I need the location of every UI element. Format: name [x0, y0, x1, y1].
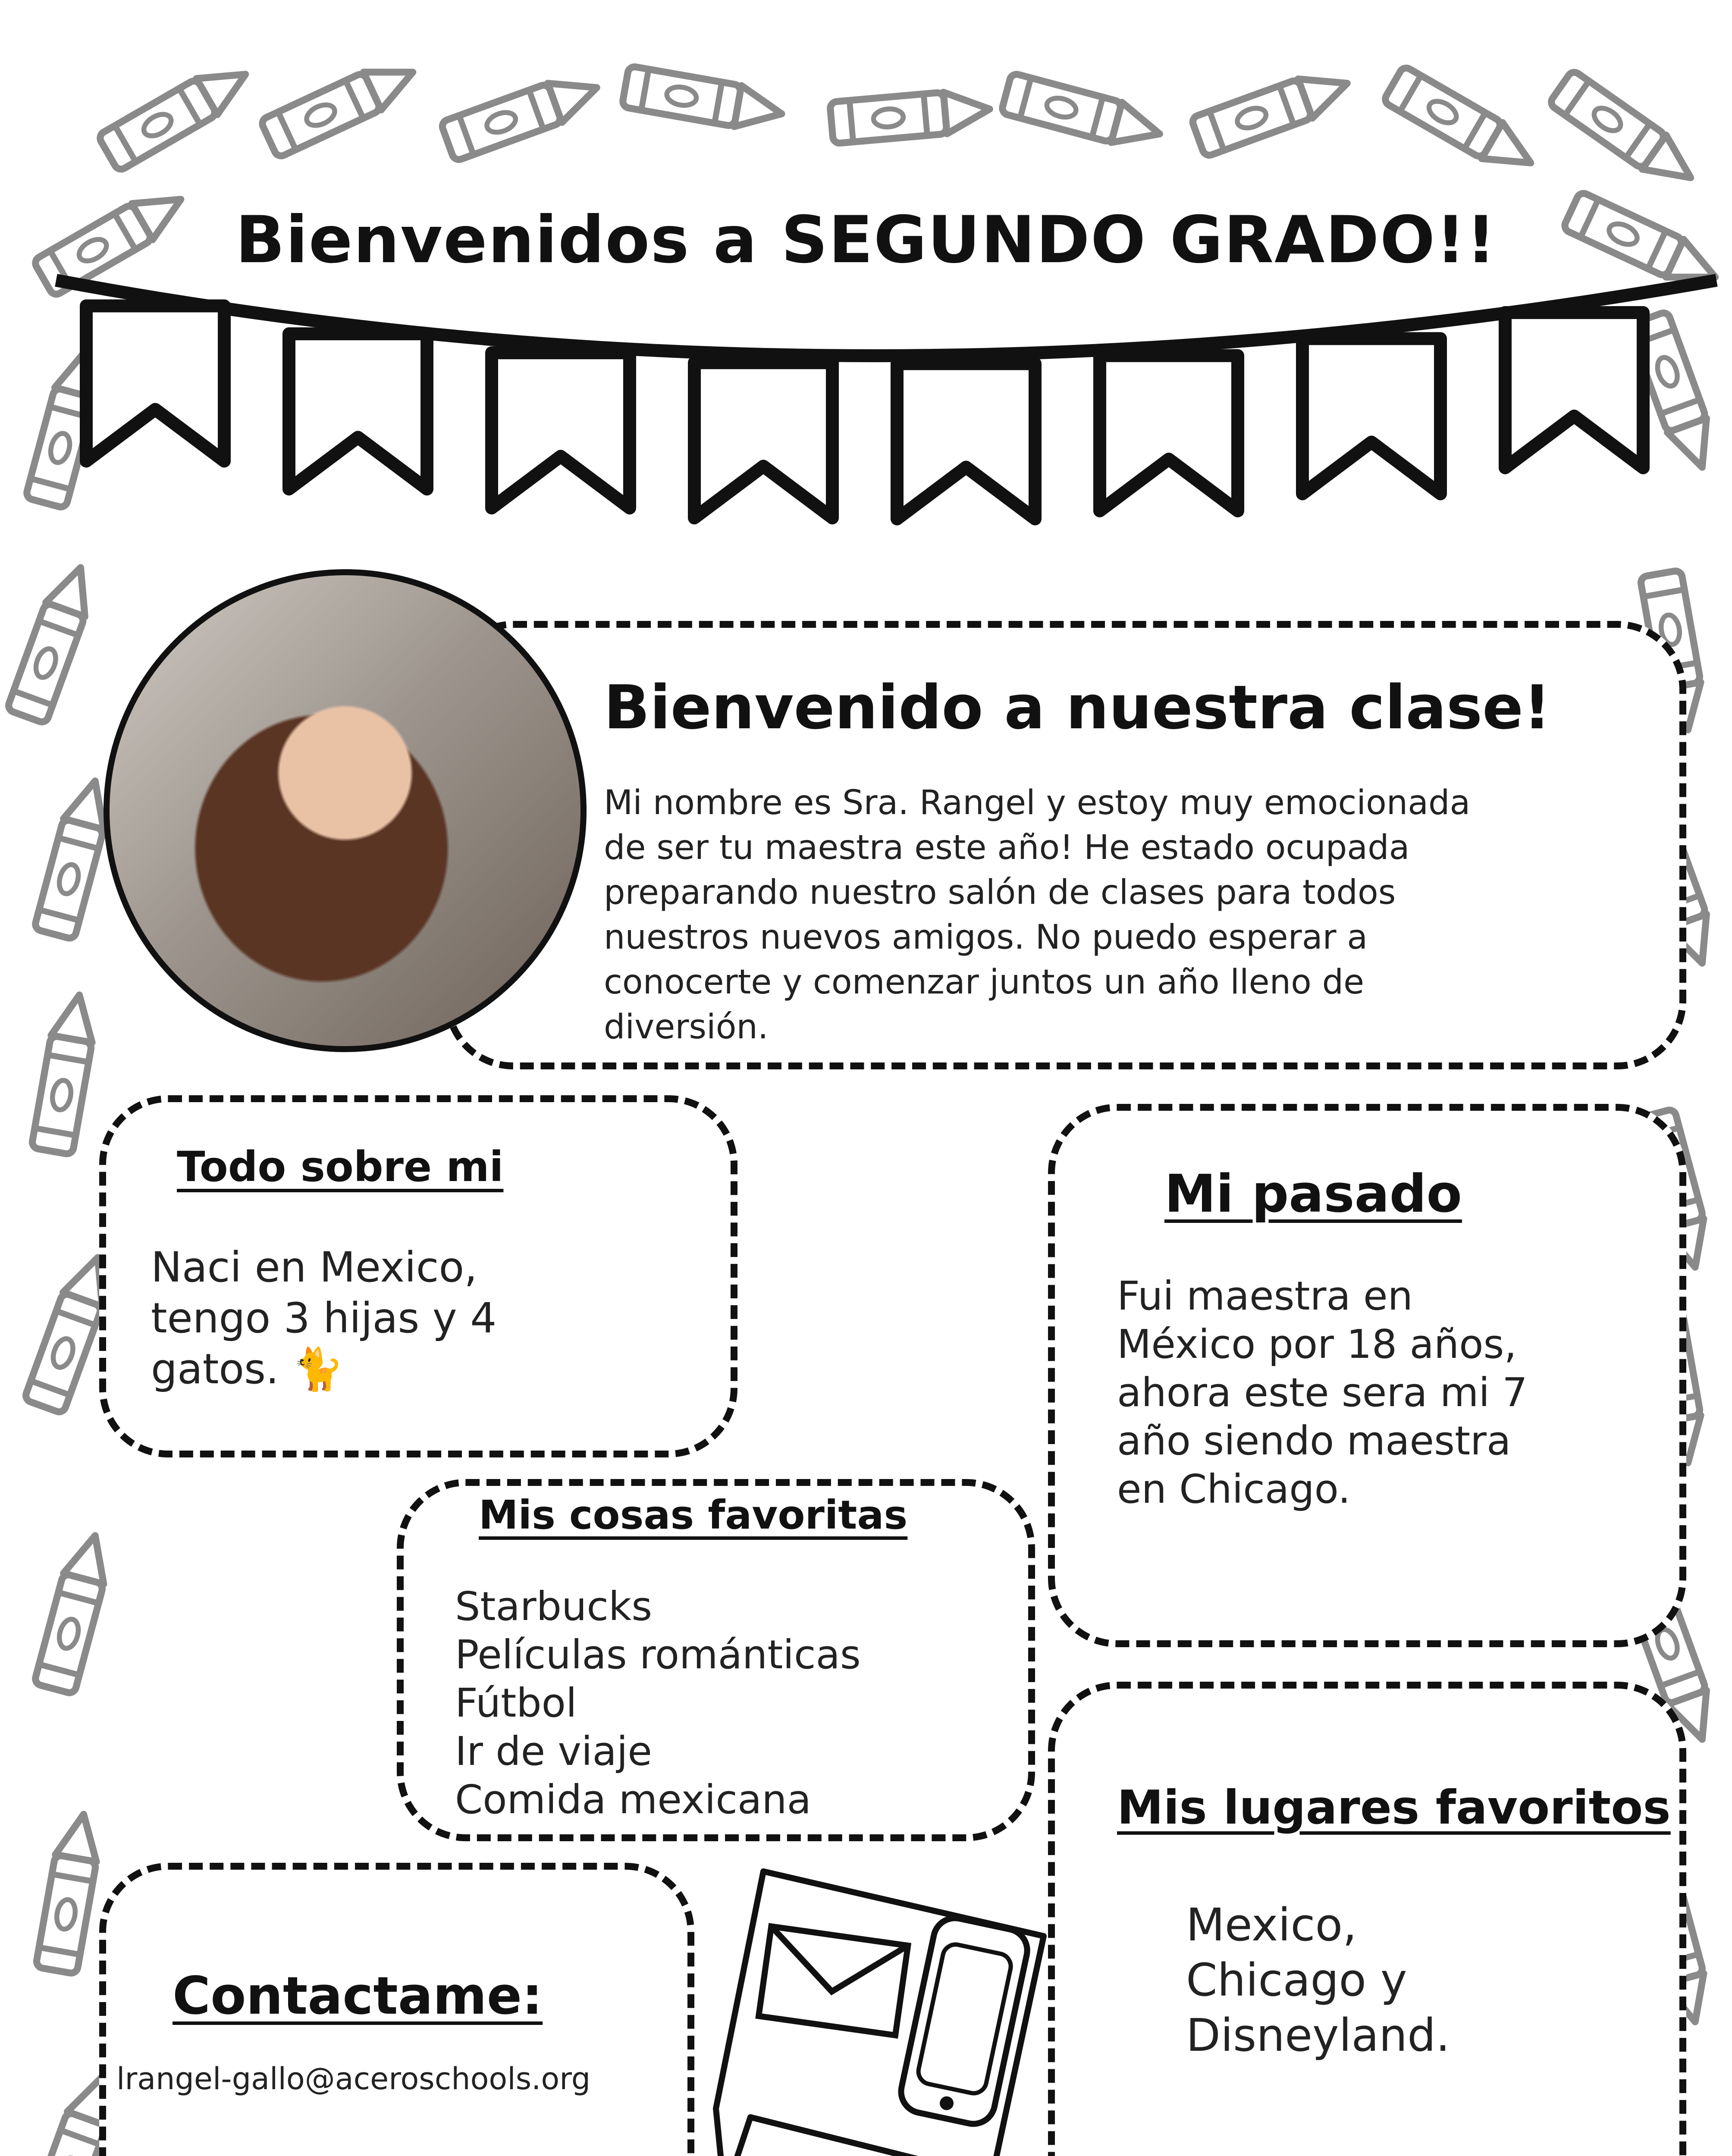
- past-line: año siendo maestra: [1117, 1418, 1511, 1464]
- intro-line: Mi nombre es Sra. Rangel y estoy muy emocionada: [604, 783, 1471, 822]
- crayon-icon: [34, 1530, 116, 1694]
- pennant-flag: [694, 363, 832, 518]
- pennant-banner: [56, 280, 1716, 519]
- message-icons-illustration: [716, 1871, 1044, 2156]
- envelope-icon: [759, 1927, 908, 2035]
- pennant-flag: [86, 306, 224, 461]
- crayon-icon: [35, 1811, 104, 1974]
- crayon-icon: [830, 88, 992, 144]
- favorites-heading: Mis cosas favoritas: [479, 1492, 908, 1538]
- favorite-item: Fútbol: [455, 1680, 577, 1726]
- intro-line: nuestros nuevos amigos. No puedo esperar a: [604, 918, 1368, 957]
- intro-paragraph: [604, 780, 1665, 1050]
- crayon-icon: [31, 991, 100, 1155]
- page-title: Bienvenidos a SEGUNDO GRADO!!: [235, 203, 1497, 278]
- pennant-flag: [492, 353, 630, 508]
- places-line: Disneyland.: [1186, 2009, 1450, 2062]
- about-line: Naci en Mexico,: [151, 1243, 477, 1291]
- places-text: [1186, 1897, 1450, 2063]
- crayon-icon: [1549, 69, 1703, 194]
- favorites-list: [455, 1583, 861, 1824]
- crayon-icon: [440, 68, 604, 162]
- past-line: Fui maestra en: [1117, 1273, 1413, 1319]
- crayon-icon: [260, 53, 421, 158]
- crayon-icon: [1001, 73, 1165, 154]
- favorite-item: Ir de viaje: [455, 1728, 652, 1774]
- crayon-icon: [1383, 66, 1541, 181]
- past-heading: Mi pasado: [1164, 1164, 1462, 1224]
- pennant-flag: [1302, 338, 1440, 494]
- places-heading: Mis lugares favoritos: [1117, 1781, 1671, 1835]
- about-line: gatos. 🐈: [151, 1345, 344, 1393]
- crayon-icon: [622, 66, 785, 134]
- intro-line: preparando nuestro salón de clases para todos: [604, 873, 1396, 912]
- intro-line: de ser tu maestra este año! He estado ocupada: [604, 828, 1410, 867]
- crayon-icon: [7, 561, 100, 724]
- intro-line: conocerte y comenzar juntos un año lleno de: [604, 963, 1365, 1002]
- pennant-flag: [289, 334, 427, 489]
- about-text: [151, 1242, 496, 1395]
- pennant-flag: [1505, 313, 1643, 468]
- crayon-icon: [34, 776, 116, 940]
- places-line: Mexico,: [1186, 1899, 1357, 1951]
- favorite-item: Starbucks: [455, 1583, 653, 1630]
- places-line: Chicago y: [1186, 1954, 1407, 2006]
- intro-line: diversión.: [604, 1008, 769, 1047]
- about-heading: Todo sobre mi: [177, 1143, 504, 1191]
- contact-email[interactable]: lrangel-gallo@aceroschools.org: [116, 2061, 591, 2096]
- pennant-flag: [1100, 356, 1238, 511]
- past-line: en Chicago.: [1117, 1466, 1351, 1512]
- favorite-item: Películas románticas: [455, 1632, 861, 1678]
- about-line: tengo 3 hijas y 4: [151, 1294, 497, 1342]
- past-line: México por 18 años,: [1117, 1321, 1517, 1367]
- past-line: ahora este sera mi 7: [1117, 1369, 1528, 1416]
- crayon-icon: [97, 56, 256, 172]
- contact-heading: Contactame:: [173, 1966, 543, 2026]
- past-text: [1117, 1272, 1528, 1514]
- pennant-flag: [897, 364, 1035, 519]
- teacher-photo: [104, 569, 587, 1052]
- intro-heading: Bienvenido a nuestra clase!: [604, 673, 1551, 743]
- crayon-icon: [1191, 64, 1354, 157]
- favorite-item: Comida mexicana: [455, 1777, 811, 1823]
